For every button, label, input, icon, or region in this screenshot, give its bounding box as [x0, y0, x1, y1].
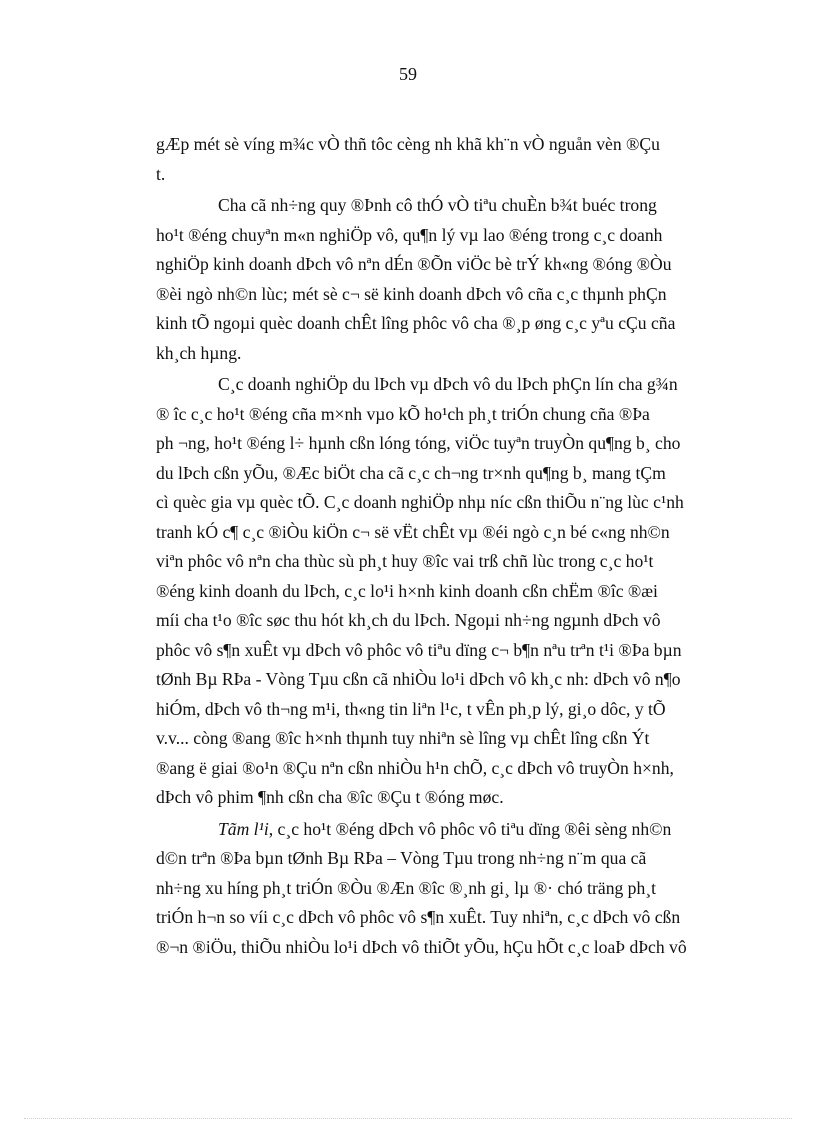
paragraph-3: [156, 370, 768, 813]
text-line: C¸c doanh nghiÖp du lÞch vµ dÞch vô du lÞch phÇn lín cha g¾n: [218, 374, 678, 394]
text-line: ph ¬ng, ho¹t ®éng l÷ hµnh cßn lóng tóng, viÖc tuyªn truyÒn qu¶ng b¸ cho: [156, 433, 681, 453]
text-line: d©n trªn ®Þa bµn tØnh Bµ RÞa – Vòng Tµu trong nh÷ng n¨m qua cã: [156, 848, 647, 868]
text-line: ®¬n ®iÖu, thiÕu nhiÒu lo¹i dÞch vô thiÕt yÕu, hÇu hÕt c¸c loaÞ dÞch vô: [156, 936, 687, 957]
text-line: phôc vô s¶n xuÊt vµ dÞch vô phôc vô tiªu dïng c¬ b¶n nªu trªn t¹i ®Þa bµn: [156, 639, 682, 660]
page-bottom-border: [24, 1118, 792, 1119]
text-line: ® îc c¸c ho¹t ®éng cña m×nh vµo kÕ ho¹ch ph¸t triÓn chung cña ®Þa: [156, 403, 650, 424]
text-line: viªn phôc vô nªn cha thùc sù ph¸t huy ®îc vai trß chñ lùc trong c¸c ho¹t: [156, 551, 654, 571]
text-line: Cha cã nh÷ng quy ®Þnh cô thÓ vÒ tiªu chuÈn b¾t buéc trong: [218, 195, 657, 215]
paragraph-2: [156, 191, 768, 368]
paragraph-4: [156, 815, 768, 963]
text-line: tØnh Bµ RÞa - Vòng Tµu cßn cã nhiÒu lo¹i dÞch vô kh¸c nh: dÞch vô n¶o: [156, 669, 681, 689]
text-line: du lÞch cßn yÕu, ®Æc biÖt cha cã c¸c ch¬ng tr×nh qu¶ng b¸ mang tÇm: [156, 462, 666, 483]
text-line: ®ang ë giai ®o¹n ®Çu nªn cßn nhiÒu h¹n chÕ, c¸c dÞch vô truyÒn h×nh,: [156, 757, 674, 778]
document-body: [156, 130, 768, 964]
text-line: gÆp mét sè víng m¾c vÒ thñ tôc cèng nh khã kh¨n vÒ nguån vèn ®Çu: [156, 134, 660, 154]
text-line: dÞch vô phim ¶nh cßn cha ®îc ®Çu t ®óng møc.: [156, 787, 504, 807]
page-number: 59: [399, 64, 417, 84]
text-line: míi cha t¹o ®îc søc thu hót kh¸ch du lÞch. Ngoµi nh÷ng ngµnh dÞch vô: [156, 610, 661, 630]
text-line: triÓn h¬n so víi c¸c dÞch vô phôc vô s¶n xuÊt. Tuy nhiªn, c¸c dÞch vô cßn: [156, 907, 681, 927]
text-line: ho¹t ®éng chuyªn m«n nghiÖp vô, qu¶n lý vµ lao ®éng trong c¸c doanh: [156, 224, 663, 245]
text-line: hiÓm, dÞch vô th¬ng m¹i, th«ng tin liªn l¹c, t vÊn ph¸p lý, gi¸o dôc, y tÕ: [156, 698, 666, 719]
text-line: v.v... còng ®ang ®îc h×nh thµnh tuy nhiªn sè lîng vµ chÊt lîng cßn Ýt: [156, 728, 650, 748]
text-line: ®éng kinh doanh du lÞch, c¸c lo¹i h×nh kinh doanh cßn chËm ®îc ®æi: [156, 580, 658, 601]
paragraph-1: [156, 130, 768, 189]
text-line: nghiÖp kinh doanh dÞch vô nªn dÉn ®Õn viÖc bè trÝ kh«ng ®óng ®Òu: [156, 254, 672, 274]
italic-lead: Tãm l¹i: [218, 818, 269, 839]
text-line: tranh kÓ c¶ c¸c ®iÒu kiÖn c¬ së vËt chÊt vµ ®éi ngò c¸n bé c«ng nh©n: [156, 521, 670, 542]
text-segment: , c¸c ho¹t ®éng dÞch vô phôc vô tiªu dïng ®êi sèng nh©n: [268, 818, 672, 839]
text-line: cì quèc gia vµ quèc tÕ. C¸c doanh nghiÖp nhµ níc cßn thiÕu n¨ng lùc c¹nh: [156, 492, 684, 512]
text-line: ®èi ngò nh©n lùc; mét sè c¬ së kinh doanh dÞch vô cña c¸c thµnh phÇn: [156, 283, 667, 304]
text-line: nh÷ng xu híng ph¸t triÓn ®Òu ®Æn ®îc ®¸nh gi¸ lµ ®· chó träng ph¸t: [156, 877, 657, 898]
text-line: kh¸ch hµng.: [156, 342, 242, 363]
text-line: t.: [156, 163, 166, 184]
text-line: kinh tÕ ngoµi quèc doanh chÊt lîng phôc vô cha ®¸p øng c¸c yªu cÇu cña: [156, 313, 676, 333]
text-line: [156, 815, 768, 845]
